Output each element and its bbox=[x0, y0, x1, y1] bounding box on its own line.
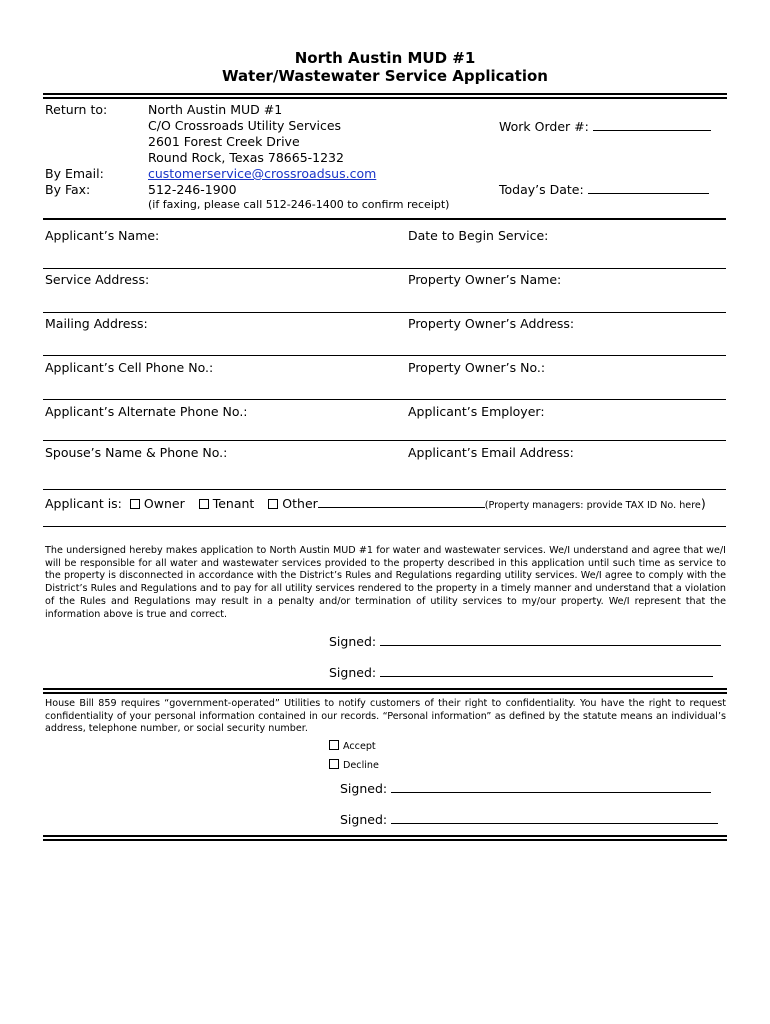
row-1-line[interactable] bbox=[43, 268, 726, 269]
fax-note: (if faxing, please call 512-246-1400 to confirm receipt) bbox=[148, 198, 450, 211]
email-label: By Email: bbox=[45, 166, 104, 181]
todays-date-blank[interactable] bbox=[588, 181, 709, 194]
applicant-name-label: Applicant’s Name: bbox=[45, 228, 160, 243]
return-block-divider bbox=[43, 218, 726, 220]
other-blank[interactable] bbox=[318, 496, 485, 508]
other-checkbox[interactable] bbox=[268, 499, 278, 509]
other-option-label: Other bbox=[282, 496, 318, 511]
applicant-email-label: Applicant’s Email Address: bbox=[408, 445, 574, 460]
row-6-line[interactable] bbox=[43, 489, 726, 490]
return-to-label: Return to: bbox=[45, 102, 108, 117]
accept-checkbox[interactable] bbox=[329, 740, 339, 750]
tenant-checkbox[interactable] bbox=[199, 499, 209, 509]
confidentiality-signature-2[interactable] bbox=[340, 811, 718, 827]
service-address-label: Service Address: bbox=[45, 272, 150, 287]
signed-label-3: Signed: bbox=[340, 781, 388, 796]
return-address-line-4: Round Rock, Texas 78665-1232 bbox=[148, 150, 344, 165]
mailing-address-label: Mailing Address: bbox=[45, 316, 148, 331]
confidentiality-signature-1[interactable] bbox=[340, 780, 711, 796]
row-3-line[interactable] bbox=[43, 355, 726, 356]
return-address-line-3: 2601 Forest Creek Drive bbox=[148, 134, 300, 149]
confidentiality-divider bbox=[43, 688, 727, 694]
signed-label-1: Signed: bbox=[329, 634, 377, 649]
decline-checkbox[interactable] bbox=[329, 759, 339, 769]
row-4-line[interactable] bbox=[43, 399, 726, 400]
fax-number: 512-246-1900 bbox=[148, 182, 237, 197]
signature-line-4[interactable] bbox=[391, 811, 718, 824]
work-order-label: Work Order #: bbox=[499, 119, 589, 134]
signature-line-2[interactable] bbox=[380, 664, 713, 677]
work-order-field[interactable] bbox=[499, 118, 711, 134]
alternate-phone-label: Applicant’s Alternate Phone No.: bbox=[45, 404, 248, 419]
property-owner-name-label: Property Owner’s Name: bbox=[408, 272, 562, 287]
signature-line-1[interactable] bbox=[380, 633, 721, 646]
applicant-is-row bbox=[45, 496, 706, 511]
confidentiality-paragraph: House Bill 859 requires “government-operated” Utilities to notify customers of their right to confidentiality. You have the right to request confidentiality of your personal information contained in our records. “Personal information” as defined by the statute means an individual’s address, telephone number, or social security number. bbox=[45, 698, 726, 735]
agreement-signature-2[interactable] bbox=[329, 664, 713, 680]
fax-label: By Fax: bbox=[45, 182, 91, 197]
return-address-line-2: C/O Crossroads Utility Services bbox=[148, 118, 342, 133]
form-subtitle: Water/Wastewater Service Application bbox=[222, 67, 548, 85]
applicant-is-label: Applicant is: bbox=[45, 496, 122, 511]
row-2-line[interactable] bbox=[43, 312, 726, 313]
date-begin-service-label: Date to Begin Service: bbox=[408, 228, 549, 243]
property-managers-note: (Property managers: provide TAX ID No. here bbox=[484, 500, 701, 511]
property-owner-number-label: Property Owner’s No.: bbox=[408, 360, 546, 375]
decline-option[interactable] bbox=[329, 759, 379, 771]
decline-label: Decline bbox=[343, 760, 379, 771]
return-address-line-1: North Austin MUD #1 bbox=[148, 102, 283, 117]
tenant-option-label: Tenant bbox=[212, 496, 255, 511]
accept-option[interactable] bbox=[329, 740, 376, 752]
applicant-is-line bbox=[43, 526, 726, 527]
property-owner-address-label: Property Owner’s Address: bbox=[408, 316, 575, 331]
agreement-signature-1[interactable] bbox=[329, 633, 721, 649]
signature-line-3[interactable] bbox=[391, 780, 711, 793]
header-divider bbox=[43, 93, 727, 99]
owner-checkbox[interactable] bbox=[130, 499, 140, 509]
work-order-blank[interactable] bbox=[593, 118, 711, 131]
signed-label-2: Signed: bbox=[329, 665, 377, 680]
todays-date-label: Today’s Date: bbox=[499, 182, 584, 197]
signed-label-4: Signed: bbox=[340, 812, 388, 827]
form-title: North Austin MUD #1 bbox=[294, 49, 476, 67]
owner-option-label: Owner bbox=[143, 496, 185, 511]
employer-label: Applicant’s Employer: bbox=[408, 404, 545, 419]
accept-label: Accept bbox=[343, 741, 376, 752]
todays-date-field[interactable] bbox=[499, 181, 709, 197]
row-5-line[interactable] bbox=[43, 440, 726, 441]
spouse-name-phone-label: Spouse’s Name & Phone No.: bbox=[45, 445, 228, 460]
agreement-paragraph: The undersigned hereby makes application to North Austin MUD #1 for water and wastewater services. We/I understand and agree that we/I will be responsible for all water and wastewater services provided to the property described in this application until such time as service to the property is disconnected in accordance with the District’s Rules and Regulations regarding utility services. We/I agree to comply with the District’s Rules and Regulations and to pay for all utility services rendered to the property in a timely manner and understand that a violation of the Rules and Regulations may result in a penalty and/or termination of utility services to my/our property. We/I represent that the information above is true and correct. bbox=[45, 545, 726, 620]
property-managers-note-close: ) bbox=[700, 496, 706, 511]
email-link[interactable]: customerservice@crossroadsus.com bbox=[148, 166, 377, 181]
footer-divider bbox=[43, 835, 727, 841]
cell-phone-label: Applicant’s Cell Phone No.: bbox=[45, 360, 214, 375]
